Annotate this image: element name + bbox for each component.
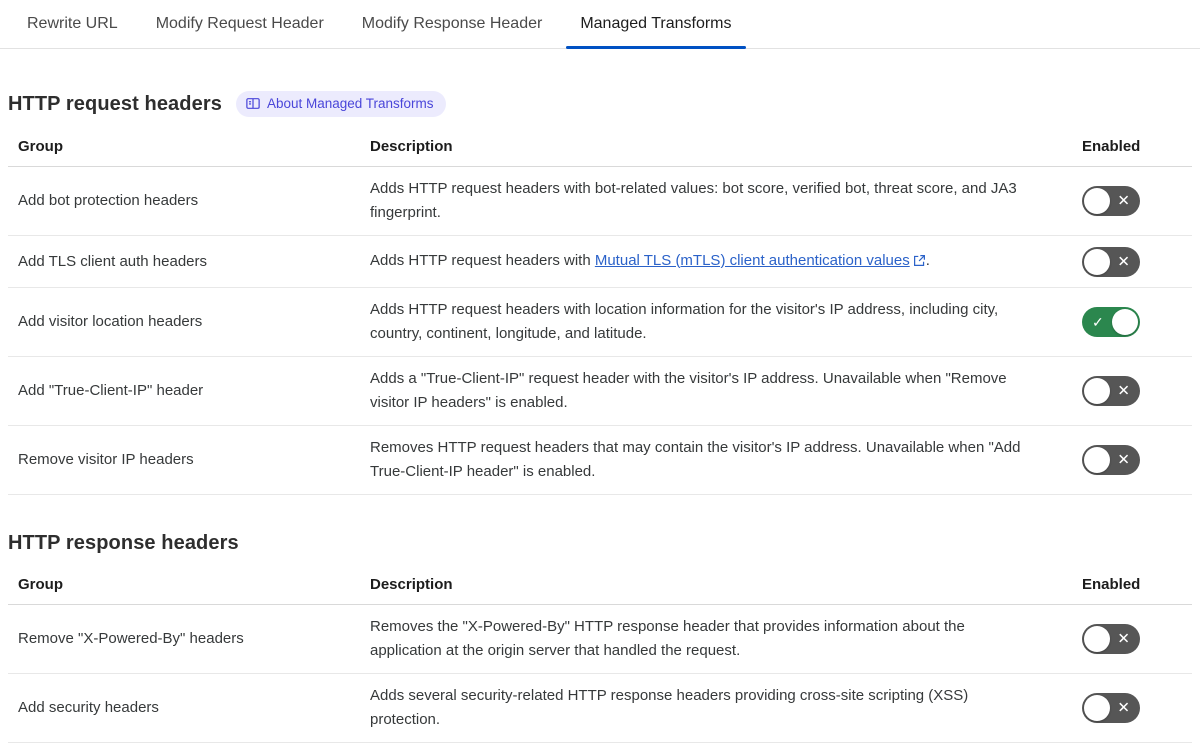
x-icon: ✕ — [1117, 253, 1130, 270]
link-text: Mutual TLS (mTLS) client authentication values — [594, 251, 910, 269]
response-headers-table — [8, 565, 1192, 743]
managed-transforms-panel — [8, 91, 1192, 743]
external-link-icon — [913, 251, 926, 275]
table-row — [8, 605, 1192, 674]
check-icon: ✓ — [1092, 314, 1104, 330]
table-row — [8, 288, 1192, 357]
toggle-add-true-client-ip-header[interactable] — [1082, 376, 1140, 406]
book-icon — [246, 97, 260, 110]
group-name: Remove visitor IP headers — [18, 451, 194, 468]
toggle-knob — [1084, 626, 1110, 652]
column-group: Group — [18, 576, 63, 593]
toggle-remove-visitor-ip-headers[interactable] — [1082, 445, 1140, 475]
badge-label: About Managed Transforms — [266, 96, 434, 111]
table-row — [8, 236, 1192, 288]
transform-rules-tabs — [0, 0, 1200, 49]
table-row — [8, 167, 1192, 236]
description-text: Adds HTTP request headers with — [370, 251, 595, 269]
about-managed-transforms-badge[interactable] — [236, 91, 446, 117]
group-name: Add TLS client auth headers — [18, 252, 208, 270]
group-name: Add visitor location headers — [18, 313, 203, 330]
response-headers-title: HTTP response headers — [8, 532, 239, 554]
toggle-knob — [1084, 447, 1110, 473]
group-description: Adds several security-related HTTP response headers providing cross-site scripting (XSS) protection. — [370, 687, 969, 728]
group-description: Removes the "X-Powered-By" HTTP response header that provides information about the application at the origin server that handled the request. — [370, 618, 965, 659]
table-row — [8, 426, 1192, 495]
toggle-remove-x-powered-by-headers[interactable] — [1082, 624, 1140, 654]
group-name: Add "True-Client-IP" header — [18, 382, 204, 399]
group-name: Remove "X-Powered-By" headers — [18, 630, 244, 647]
table-header — [8, 127, 1192, 167]
toggle-add-security-headers[interactable] — [1082, 693, 1140, 723]
mtls-values-link[interactable] — [595, 252, 926, 269]
group-name: Add security headers — [18, 699, 159, 716]
group-description: Removes HTTP request headers that may contain the visitor's IP address. Unavailable when "Add True-Client-IP header" is enabled. — [370, 439, 1021, 480]
column-group: Group — [18, 138, 63, 155]
table-row — [8, 674, 1192, 743]
request-headers-title: HTTP request headers — [8, 92, 222, 115]
request-headers-table — [8, 127, 1192, 495]
toggle-knob — [1112, 309, 1138, 335]
group-description: Adds HTTP request headers with bot-related values: bot score, verified bot, threat score, and JA3 fingerprint. — [370, 180, 1017, 221]
toggle-add-tls-client-auth-headers[interactable] — [1082, 247, 1140, 277]
toggle-knob — [1084, 188, 1110, 214]
group-description — [370, 249, 1082, 275]
toggle-knob — [1084, 695, 1110, 721]
toggle-knob — [1084, 378, 1110, 404]
x-icon: ✕ — [1117, 630, 1130, 648]
column-description: Description — [370, 576, 453, 593]
tab-managed-transforms[interactable]: Managed Transforms — [566, 0, 745, 48]
x-icon: ✕ — [1117, 451, 1130, 469]
toggle-add-bot-protection-headers[interactable] — [1082, 186, 1140, 216]
group-description: Adds a "True-Client-IP" request header with the visitor's IP address. Unavailable when "Remove visitor IP headers" is enabled. — [370, 370, 1007, 411]
column-enabled: Enabled — [1082, 138, 1141, 155]
table-row — [8, 357, 1192, 426]
column-enabled: Enabled — [1082, 576, 1141, 593]
tab-modify-response-header[interactable]: Modify Response Header — [361, 15, 543, 32]
x-icon: ✕ — [1117, 192, 1130, 210]
group-description: Adds HTTP request headers with location information for the visitor's IP address, including city, country, continent, longitude, and latitude. — [370, 301, 999, 342]
x-icon: ✕ — [1117, 699, 1130, 717]
column-description: Description — [370, 138, 453, 155]
toggle-add-visitor-location-headers[interactable] — [1082, 307, 1140, 337]
description-text: . — [925, 251, 930, 269]
tab-rewrite-url[interactable]: Rewrite URL — [27, 15, 118, 32]
tab-modify-request-header[interactable]: Modify Request Header — [155, 15, 324, 32]
toggle-knob — [1084, 249, 1110, 275]
table-header — [8, 565, 1192, 605]
x-icon: ✕ — [1117, 382, 1130, 400]
group-name: Add bot protection headers — [18, 192, 199, 209]
